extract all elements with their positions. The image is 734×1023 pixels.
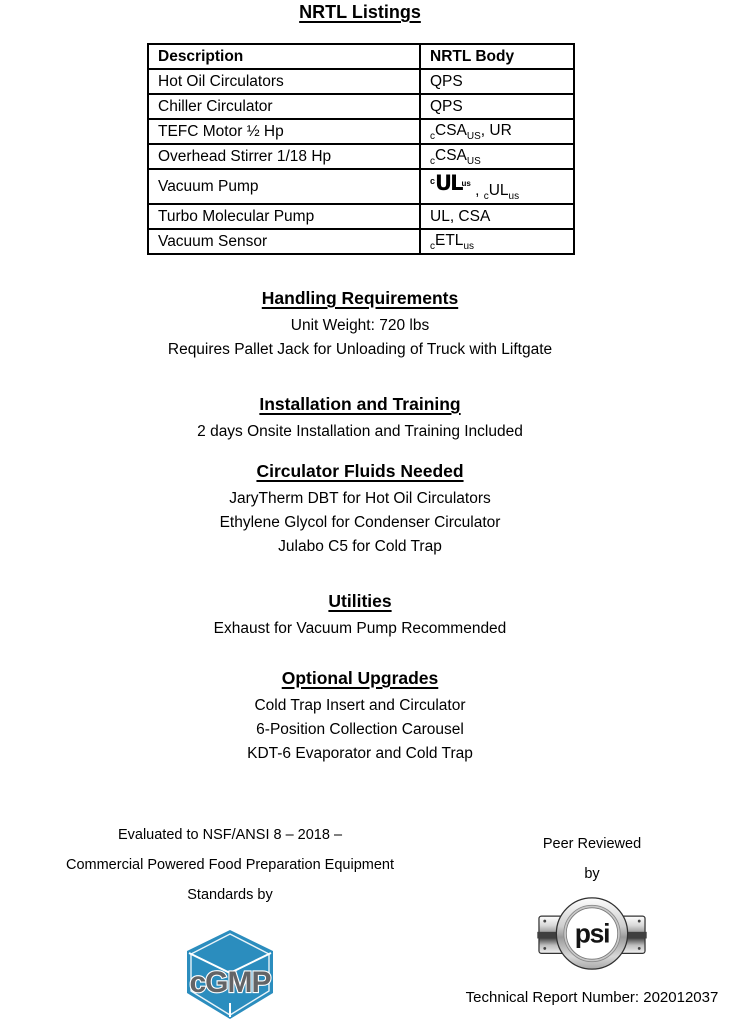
table-row [148,94,574,119]
table-row [148,144,574,169]
description-cell: Vacuum Pump [148,169,420,204]
page-title-text: NRTL Listings [299,2,421,22]
text-segment: c [430,240,435,252]
ul-mark-us-suffix: us [461,179,471,188]
table-row [148,69,574,94]
section-line: 2 days Onsite Installation and Training Included [197,423,523,440]
description-cell: Overhead Stirrer 1/18 Hp [148,144,420,169]
section-line: Cold Trap Insert and Circulator [254,697,466,714]
nrtl-body-cell [420,204,574,229]
evaluation-line: Evaluated to NSF/ANSI 8 – 2018 – [117,827,343,843]
text-segment: us [508,191,520,202]
description-cell: TEFC Motor ½ Hp [148,119,420,144]
text-segment: , [470,182,484,199]
section-heading: Handling Requirements [261,288,459,308]
nrtl-body-cell [420,94,574,119]
ul-certification-mark: UL [435,171,462,195]
section-line: JaryTherm DBT for Hot Oil Circulators [229,490,491,507]
page-title [0,2,720,23]
text-segment: UL [488,182,509,199]
psi-logo-text: psi [574,918,610,949]
text-segment: CSA [435,146,467,164]
ul-mark-c-prefix: c [430,176,436,186]
nrtl-body-cell [420,119,574,144]
table-row [148,169,574,204]
section-line: Julabo C5 for Cold Trap [278,538,442,555]
peer-review-block [450,836,734,1006]
section-line: Exhaust for Vacuum Pump Recommended [213,620,507,637]
section-optional-upgrades [0,668,720,766]
section-handling-requirements [0,288,720,362]
description-cell: Hot Oil Circulators [148,69,420,94]
text-segment: c [483,191,489,202]
section-line: KDT-6 Evaporator and Cold Trap [247,745,473,762]
section-utilities [0,591,720,641]
section-heading: Installation and Training [259,394,461,414]
description-cell: Vacuum Sensor [148,229,420,254]
text-segment: UL, CSA [430,207,491,225]
technical-report-number: Technical Report Number: 202012037 [465,989,719,1006]
table-row [148,204,574,229]
text-segment: US [466,130,481,142]
by-label: by [584,866,600,882]
text-segment: c [430,130,435,142]
text-segment: QPS [430,97,463,115]
table-header-row [148,44,574,69]
evaluation-line: Standards by [187,887,273,903]
nrtl-body-cell [420,229,574,254]
section-line: Requires Pallet Jack for Unloading of Truck with Liftgate [167,341,553,358]
peer-reviewed-label: Peer Reviewed [542,836,642,852]
description-column-header: Description [148,44,420,69]
psi-clamp-icon [534,892,650,975]
text-segment: US [466,155,481,167]
text-segment: , UR [480,121,512,139]
section-heading: Optional Upgrades [281,668,439,688]
nrtl-body-column-header: NRTL Body [420,44,574,69]
section-line: Unit Weight: 720 lbs [290,317,430,334]
evaluation-line: Commercial Powered Food Preparation Equipment [65,857,395,873]
section-heading: Circulator Fluids Needed [256,461,464,481]
nrtl-listings-table [147,43,575,255]
text-segment: CSA [435,121,467,139]
section-installation-and-training [0,394,720,444]
text-segment: c [430,155,435,167]
description-cell: Chiller Circulator [148,94,420,119]
table-row [148,229,574,254]
section-line: Ethylene Glycol for Condenser Circulator [219,514,501,531]
text-segment: us [463,240,474,252]
section-line: 6-Position Collection Carousel [256,721,464,738]
cgmp-cube-icon [180,929,280,1021]
text-segment: ETL [435,231,464,249]
evaluation-note [28,820,432,910]
section-heading: Utilities [328,591,392,611]
description-cell: Turbo Molecular Pump [148,204,420,229]
nrtl-body-cell [420,144,574,169]
section-circulator-fluids-needed [0,461,720,559]
nrtl-body-cell [420,169,574,204]
table-row [148,119,574,144]
nrtl-body-cell [420,69,574,94]
cgmp-logo-text: cGMP [189,966,271,999]
text-segment: QPS [430,72,463,90]
